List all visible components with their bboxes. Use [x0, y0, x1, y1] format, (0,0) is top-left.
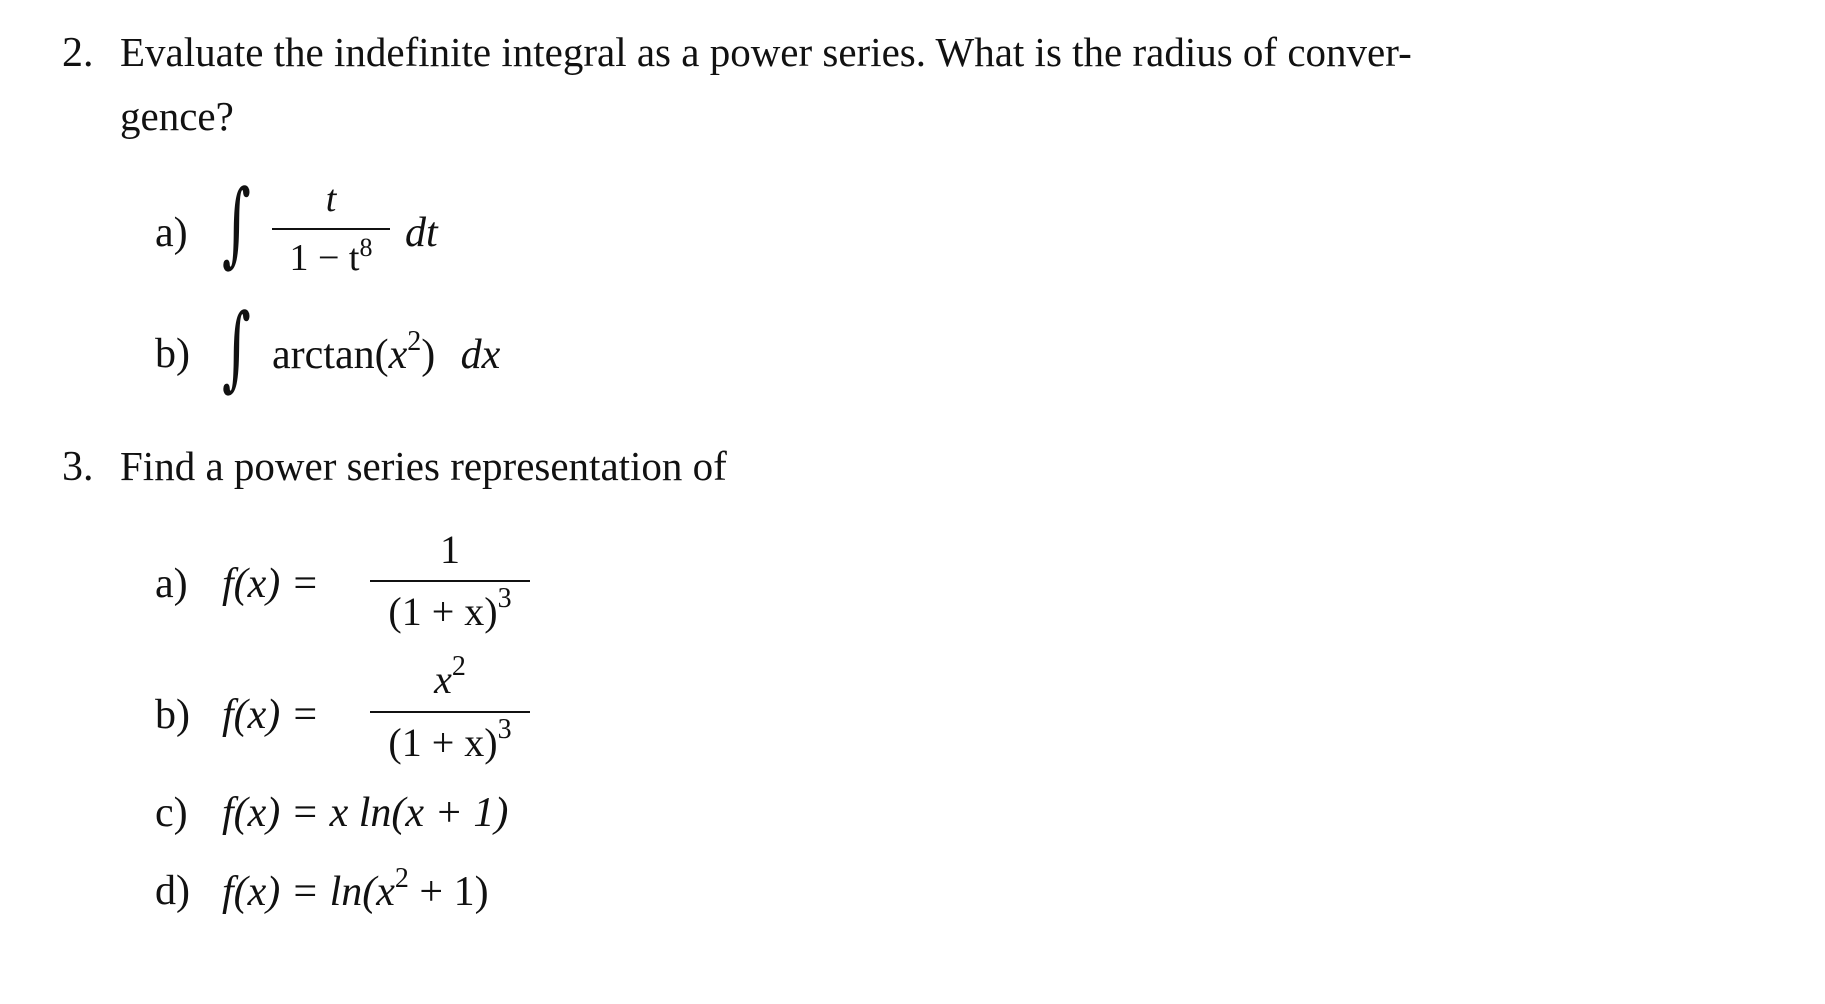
problem-3d-label: d): [155, 868, 190, 914]
fraction-numerator: 1: [440, 527, 460, 572]
differential: dt: [405, 210, 438, 256]
expression-exponent: 2: [394, 863, 409, 894]
fraction-denominator: [272, 233, 390, 279]
numerator-variable: x: [434, 657, 452, 702]
function-lhs: f(x) =: [222, 561, 320, 607]
exponent: 2: [407, 326, 422, 357]
close-paren: ): [421, 332, 436, 378]
denominator-exponent: 3: [497, 583, 512, 614]
fraction-numerator: [370, 651, 530, 702]
problem-3c-label: c): [155, 790, 188, 836]
variable: x: [388, 332, 408, 378]
fraction-bar: [370, 580, 530, 582]
problem-3a-label: a): [155, 561, 188, 607]
differential: dx: [460, 332, 501, 378]
denominator-base: 1 − t: [289, 237, 360, 279]
problem-3-number: 3.: [62, 444, 94, 490]
integral-sign: ∫: [222, 170, 251, 277]
numerator-exponent: 2: [451, 651, 466, 682]
fraction-bar: [272, 228, 390, 230]
expression-prefix: f(x) = ln(x: [222, 869, 395, 915]
arctan-function: arctan(: [272, 332, 389, 378]
problem-2b-label: b): [155, 331, 190, 377]
fraction-numerator: t: [325, 178, 337, 220]
problem-3c-expression: f(x) = x ln(x + 1): [222, 790, 509, 836]
denominator-base: (1 + x): [388, 720, 498, 765]
problem-2-text-line1: Evaluate the indefinite integral as a power series. What is the radius of conver-: [120, 29, 1412, 75]
denominator-base: (1 + x): [388, 589, 498, 634]
function-lhs: f(x) =: [222, 692, 320, 738]
denominator-exponent: 3: [497, 714, 512, 745]
problem-2a-label: a): [155, 210, 188, 256]
fraction-denominator: [370, 714, 530, 765]
problem-3d-expression: [222, 863, 489, 915]
fraction-denominator: [370, 583, 530, 634]
integral-sign: ∫: [222, 294, 251, 401]
problem-3-text: Find a power series representation of: [120, 443, 727, 489]
problem-2b-integrand: [272, 326, 501, 378]
expression-suffix: + 1): [408, 869, 489, 915]
problem-2-text-line2: gence?: [120, 93, 234, 139]
denominator-exponent: 8: [359, 233, 373, 262]
fraction-bar: [370, 711, 530, 713]
problem-2-number: 2.: [62, 30, 94, 76]
problem-3b-label: b): [155, 692, 190, 738]
